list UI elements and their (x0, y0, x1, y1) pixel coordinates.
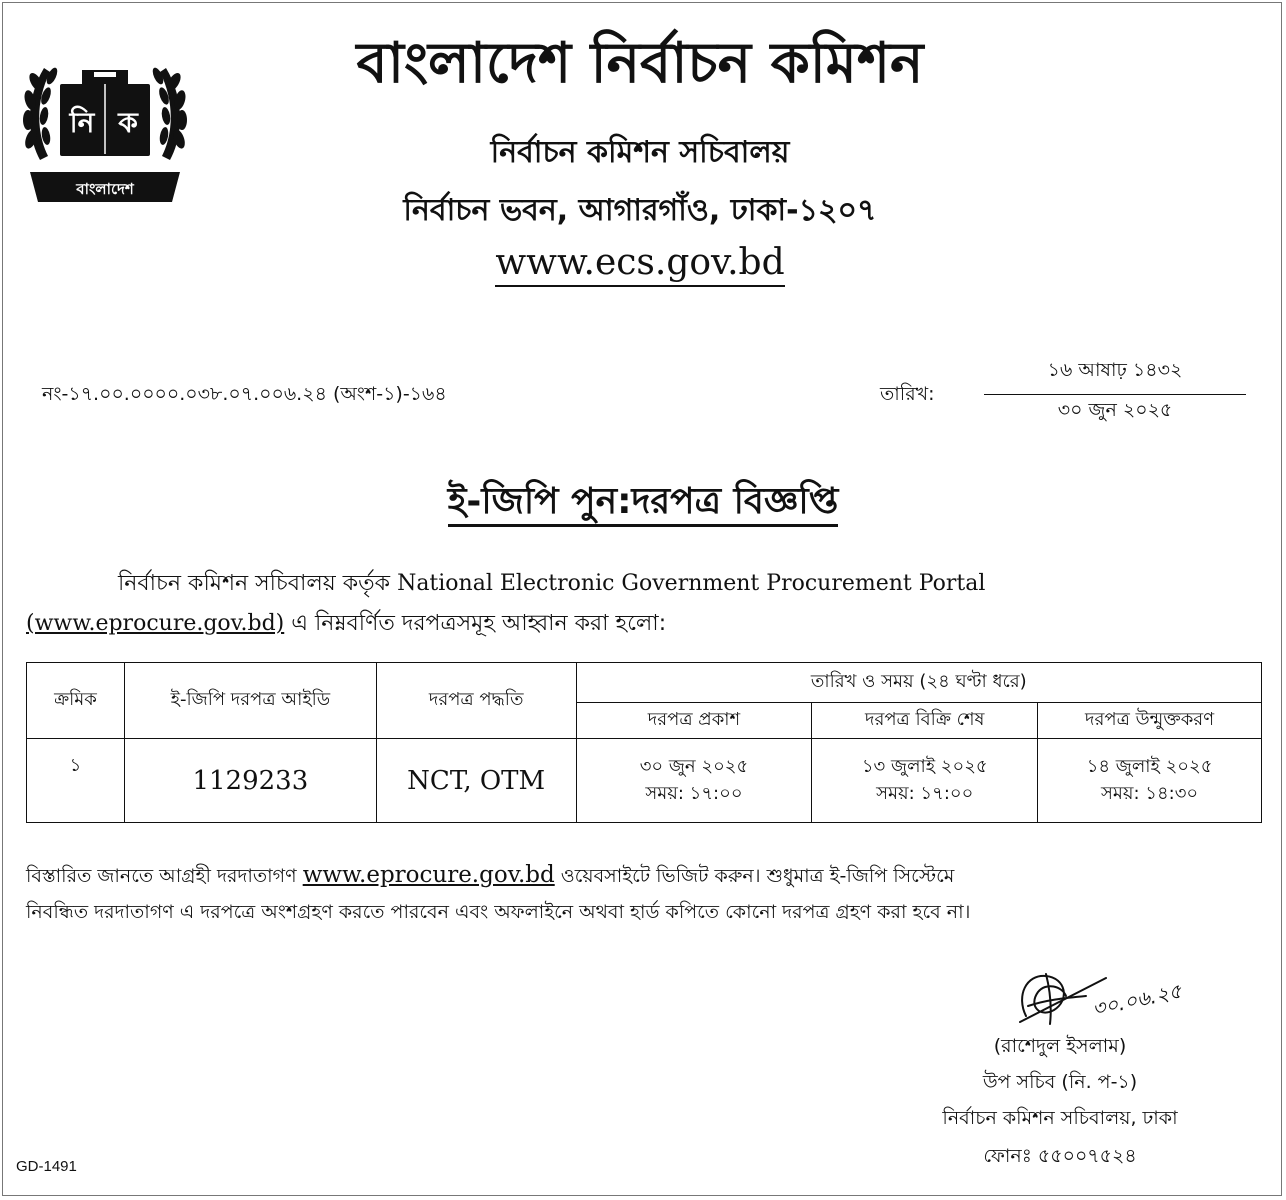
opening-time: সময়: ১৪:৩০ (1101, 782, 1199, 804)
header-title: বাংলাদেশ নির্বাচন কমিশন (356, 31, 924, 96)
publish-time: সময়: ১৭:০০ (645, 782, 743, 804)
reference-number: নং-১৭.০০.০০০০.০৩৮.০৭.০০৬.২৪ (অংশ-১)-১৬৪ (42, 383, 447, 405)
header-opening: দরপত্র উন্মুক্তকরণ (1038, 703, 1262, 739)
signatory-phone: ফোনঃ ৫৫০০৭৫২৪ (983, 1145, 1137, 1167)
sale-end-date: ১৩ জুলাই ২০২৫ (861, 756, 988, 778)
office-address: নির্বাচন ভবন, আগারগাঁও, ঢাকা-১২০৭ (403, 193, 877, 228)
logo-ribbon-label: বাংলাদেশ (76, 180, 134, 198)
table-row (27, 739, 1262, 823)
portal-url-link[interactable]: (www.eprocure.gov.bd) (26, 611, 285, 636)
details-line-1 (26, 862, 1262, 894)
header-serial: ক্রমিক (27, 663, 125, 739)
cell-serial: ১ (27, 739, 125, 823)
header-publish: দরপত্র প্রকাশ (576, 703, 812, 739)
website-line (240, 242, 1040, 283)
secretariat-name: নির্বাচন কমিশন সচিবালয় (490, 135, 790, 170)
intro-prefix: নির্বাচন কমিশন সচিবালয় কর্তৃক (118, 571, 391, 596)
header-datetime-group: তারিখ ও সময় (২৪ ঘণ্টা ধরে) (576, 663, 1261, 703)
portal-name: National Electronic Government Procurement Portal (397, 571, 986, 596)
eprocure-link[interactable]: www.eprocure.gov.bd (302, 862, 555, 888)
sale-end-time: সময়: ১৭:০০ (876, 782, 974, 804)
publish-date: ৩০ জুন ২০২৫ (639, 756, 749, 778)
logo-letter: নি (69, 106, 95, 139)
intro-line-2 (26, 606, 666, 643)
signatory-name: (রাশেদুল ইসলাম) (993, 1035, 1127, 1057)
cell-sale-end (812, 739, 1038, 823)
notice-title-line (200, 474, 1086, 534)
footer-code: GD-1491 (16, 1158, 77, 1175)
signatory-office: নির্বাচন কমিশন সচিবালয়, ঢাকা (942, 1107, 1178, 1129)
logo-letter: ক (118, 106, 138, 139)
details-line-2: নিবন্ধিত দরদাতাগণ এ দরপত্রে অংশগ্রহণ করতে পারবেন এবং অফলাইনে অথবা হার্ড কপিতে কোনো দরপত্র গ্রহণ করা হবে না। (26, 901, 971, 923)
notice-title: ই-জিপি পুন:দরপত্র বিজ্ঞপ্তি (448, 481, 839, 527)
cell-publish (576, 739, 812, 823)
cell-tender-id: 1129233 (124, 739, 376, 823)
website-link[interactable]: www.ecs.gov.bd (495, 242, 784, 287)
opening-date: ১৪ জুলাই ২০২৫ (1086, 756, 1213, 778)
header-method: দরপত্র পদ্ধতি (376, 663, 576, 739)
details-suffix: ওয়েবসাইটে ভিজিট করুন। শুধুমাত্র ই-জিপি সিস্টেমে (560, 865, 955, 887)
signatory-designation: উপ সচিব (নি. প-১) (982, 1071, 1138, 1093)
table-header-row (27, 663, 1262, 703)
cell-method: NCT, OTM (376, 739, 576, 823)
signature-date: ৩০.০৬.২৫ (1090, 978, 1184, 1021)
header-sale-end: দরপত্র বিক্রি শেষ (812, 703, 1038, 739)
signature-image (1006, 966, 1196, 1032)
tender-table (26, 662, 1262, 823)
cell-opening (1038, 739, 1262, 823)
date-gregorian: ৩০ জুন ২০২৫ (1057, 399, 1173, 421)
election-commission-logo (22, 42, 188, 202)
intro-line-1 (118, 566, 985, 603)
date-label: তারিখ: (880, 383, 935, 405)
intro-suffix: এ নিম্নবর্ণিত দরপত্রসমূহ আহ্বান করা হলো: (291, 611, 667, 636)
details-prefix: বিস্তারিত জানতে আগ্রহী দরদাতাগণ (26, 865, 297, 887)
header-tender-id: ই-জিপি দরপত্র আইডি (124, 663, 376, 739)
date-bangla: ১৬ আষাঢ় ১৪৩২ (984, 356, 1246, 395)
